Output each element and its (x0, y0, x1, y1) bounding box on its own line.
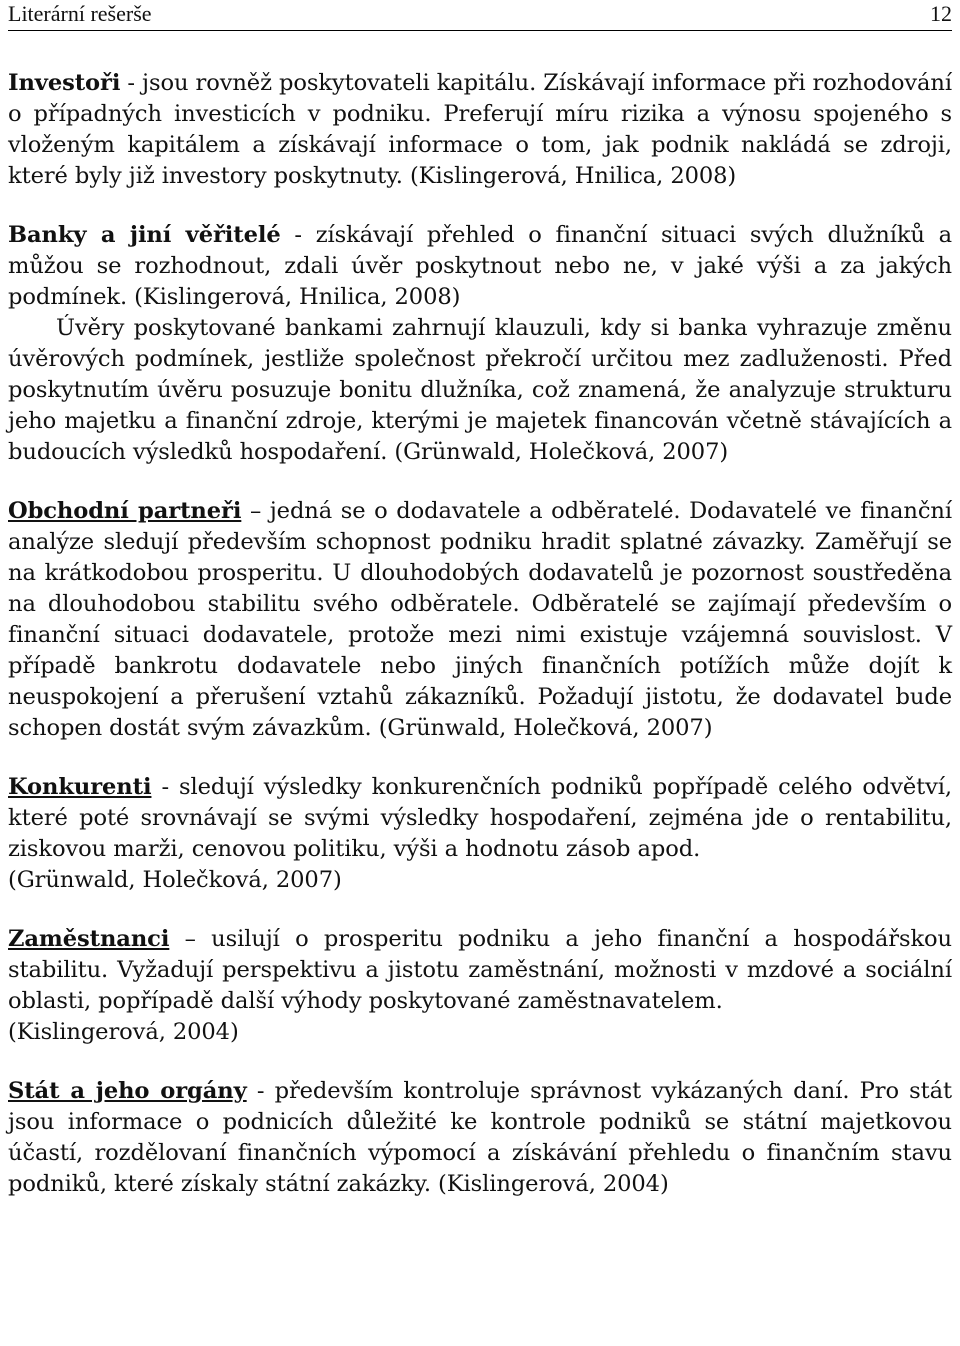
text-banks: - získávají přehled o finanční situaci svých dlužníků a můžou se rozhodnout, zdali úvěr poskytnout nebo ne, v jaké výši a za jakých podmínek. (Kislingerová, Hnilica, 2008) (8, 222, 952, 310)
spacer (8, 744, 952, 772)
paragraph-banks (8, 220, 952, 313)
spacer (8, 1048, 952, 1076)
paragraph-investors (8, 68, 952, 192)
paragraph-state (8, 1076, 952, 1200)
paragraph-partners (8, 496, 952, 744)
text-competitors: - sledují výsledky konkurenčních podniků popřípadě celého odvětví, které poté srovnávají se svými výsledky hospodaření, zejména jde o rentabilitu, ziskovou marži, cenovou politiku, výši a hodnotu zásob apod. (8, 774, 952, 862)
spacer (8, 896, 952, 924)
citation-employees: (Kislingerová, 2004) (8, 1019, 239, 1045)
page-header (8, 0, 952, 31)
paragraph-employees (8, 924, 952, 1017)
term-competitors: Konkurenti (8, 774, 152, 800)
chapter-title: Literární rešerše (8, 1, 152, 26)
text-partners: – jedná se o dodavatele a odběratelé. Dodavatelé ve finanční analýze sledují především schopnost podniku hradit splatné závazky. Zaměřují se na krátkodobou prosperitu. U dlouhodobých dodavatelů je pozornost soustředěna na dlouhodobou stabilitu svého odběratele. Odběratelé se zajímají především o finanční situaci dodavatele, protože mezi nimi existuje vzájemná souvislost. V případě bankrotu dodavatele nebo jiných finančních potížích může dojít k neuspokojení a přerušení vztahů zákazníků. Požadují jistotu, že dodavatel bude schopen dostát svým závazkům. (Grünwald, Holečková, 2007) (8, 498, 952, 741)
spacer (8, 468, 952, 496)
term-banks: Banky a jiní věřitelé (8, 222, 281, 248)
paragraph-banks-loans: Úvěry poskytované bankami zahrnují klauzuli, kdy si banka vyhrazuje změnu úvěrových podmínek, jestliže společnost překročí určitou mez zadluženosti. Před poskytnutím úvěru posuzuje bonitu dlužníka, což znamená, že analyzuje strukturu jeho majetku a finanční zdroje, kterými je majetek financován včetně stávajících a budoucích výsledků hospodaření. (Grünwald, Holečková, 2007) (8, 315, 952, 465)
document-body (8, 68, 952, 1200)
spacer (8, 192, 952, 220)
term-state: Stát a jeho orgány (8, 1078, 247, 1104)
term-employees: Zaměstnanci (8, 926, 170, 952)
text-investors: - jsou rovněž poskytovateli kapitálu. Získávají informace při rozhodování o případných investicích v podniku. Preferují míru rizika a výnosu spojeného s vloženým kapitálem a získávají informace o tom, jak podnik nakládá se zdroji, které byly již investory poskytnuty. (Kislingerová, Hnilica, 2008) (8, 70, 952, 189)
term-investors: Investoři (8, 70, 121, 96)
citation-competitors: (Grünwald, Holečková, 2007) (8, 867, 342, 893)
term-partners: Obchodní partneři (8, 498, 242, 524)
text-state: - především kontroluje správnost vykázaných daní. Pro stát jsou informace o podnicích důležité ke kontrole podniků se státní majetkovou účastí, rozdělovaní finančních výpomocí a získávání přehledu o finančním stavu podniků, které získaly státní zakázky. (Kislingerová, 2004) (8, 1078, 953, 1197)
text-employees: – usilují o prosperitu podniku a jeho finanční a hospodářskou stabilitu. Vyžadují perspektivu a jistotu zaměstnání, možnosti v mzdové a sociální oblasti, popřípadě další výhody poskytované zaměstnavatelem. (8, 926, 952, 1014)
page-number: 12 (930, 1, 952, 26)
paragraph-competitors (8, 772, 952, 865)
